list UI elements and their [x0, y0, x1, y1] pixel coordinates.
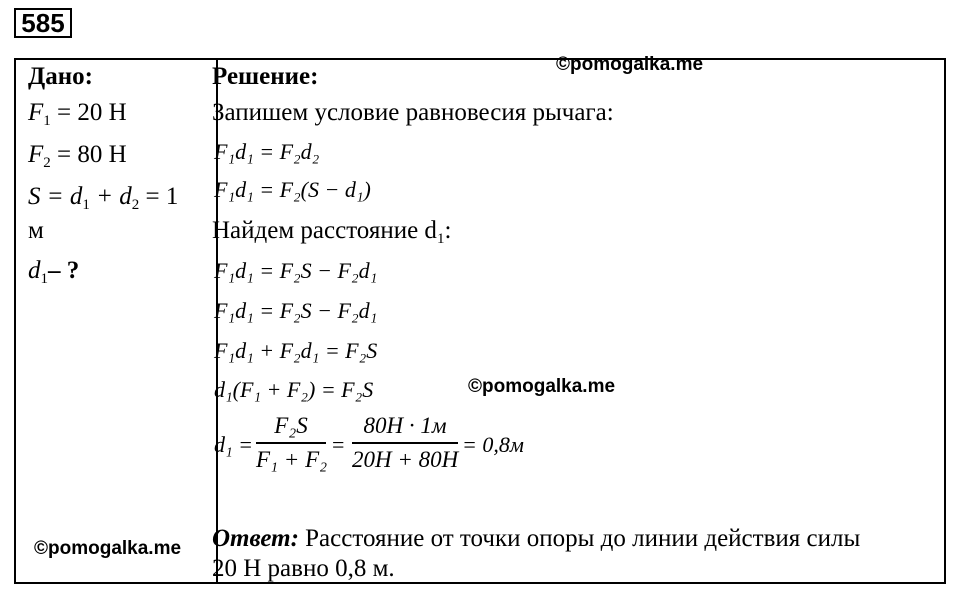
- given-unknown: $d_1-$ ?: [28, 257, 80, 287]
- final-result: = 0,8м: [462, 432, 524, 457]
- fraction-1: F₂S F₁ + F₂: [256, 413, 328, 472]
- watermark-bottom-left: ©pomogalka.me: [34, 538, 182, 559]
- solution-header: Решение:: [212, 63, 319, 90]
- problem-number: 585: [14, 8, 72, 38]
- final-lhs: d₁ =: [214, 432, 253, 457]
- equals-sign: =: [332, 432, 345, 457]
- find-distance-text: Найдем расстояние $d_1$:: [212, 217, 452, 247]
- given-s-unit: м: [28, 217, 44, 244]
- equation-6: d₁(F₁ + F₂) = F₂S: [214, 377, 374, 402]
- answer-line-2: 20 Н равно 0,8 м.: [212, 555, 395, 582]
- given-s: $S = d_1 + d_2 = 1$: [28, 183, 179, 213]
- equation-3: F₁d₁ = F₂S − F₂d₁: [214, 258, 378, 283]
- equation-5: F₁d₁ + F₂d₁ = F₂S: [214, 338, 378, 363]
- solution-table: [14, 54, 946, 584]
- given-f1: $F_1 = 20$ Н: [28, 99, 127, 129]
- watermark-top: ©pomogalka.me: [556, 54, 704, 75]
- given-header: Дано:: [28, 63, 93, 90]
- equation-1: F₁d₁ = F₂d₂: [214, 139, 320, 164]
- given-f2: $F_2 = 80$ Н: [28, 141, 127, 171]
- solution-intro: Запишем условие равновесия рычага:: [212, 99, 614, 126]
- answer-line-1: Ответ: Расстояние от точки опоры до линии действия силы: [212, 525, 861, 552]
- equation-4: F₁d₁ = F₂S − F₂d₁: [214, 298, 378, 323]
- watermark-middle: ©pomogalka.me: [468, 376, 616, 397]
- fraction-2: 80H · 1м 20H + 80H: [352, 413, 459, 472]
- equation-2: F₁d₁ = F₂(S − d₁): [214, 177, 371, 202]
